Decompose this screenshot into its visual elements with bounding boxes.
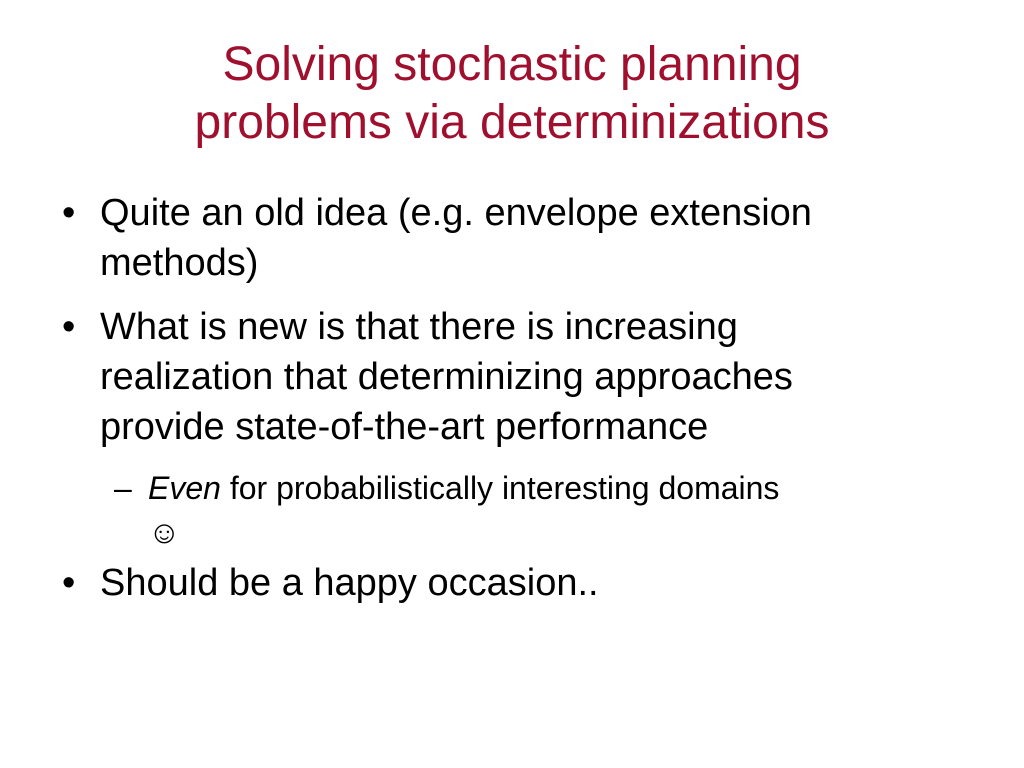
bullet-item — [58, 558, 978, 608]
bullet-text-line: realization that determinizing approaches — [100, 356, 793, 398]
bullet-text-line: Should be a happy occasion.. — [100, 562, 599, 604]
sub-bullet-marker: – — [114, 470, 132, 506]
title-line-2: problems via determinizations — [194, 96, 830, 149]
bullet-marker: • — [62, 562, 76, 604]
bullet-text-line: Quite an old idea (e.g. envelope extension — [100, 192, 812, 234]
bullet-text-line: What is new is that there is increasing — [100, 306, 738, 348]
smiley-icon: ☺ — [148, 514, 181, 550]
sub-bullet-text: for probabilistically interesting domains — [220, 470, 780, 506]
bullet-item — [58, 188, 978, 288]
bullet-marker: • — [62, 306, 76, 348]
emphasis-text: Even — [148, 470, 221, 506]
slide-title — [60, 36, 964, 152]
title-line-1: Solving stochastic planning — [222, 38, 802, 91]
bullet-text-line: provide state-of-the-art performance — [100, 406, 709, 448]
bullet-item — [58, 302, 978, 452]
sub-bullet-list — [58, 466, 978, 554]
sub-bullet-item — [58, 466, 978, 554]
bullet-marker: • — [62, 192, 76, 234]
bullet-text-line: methods) — [100, 242, 259, 284]
bullet-list — [58, 188, 978, 622]
